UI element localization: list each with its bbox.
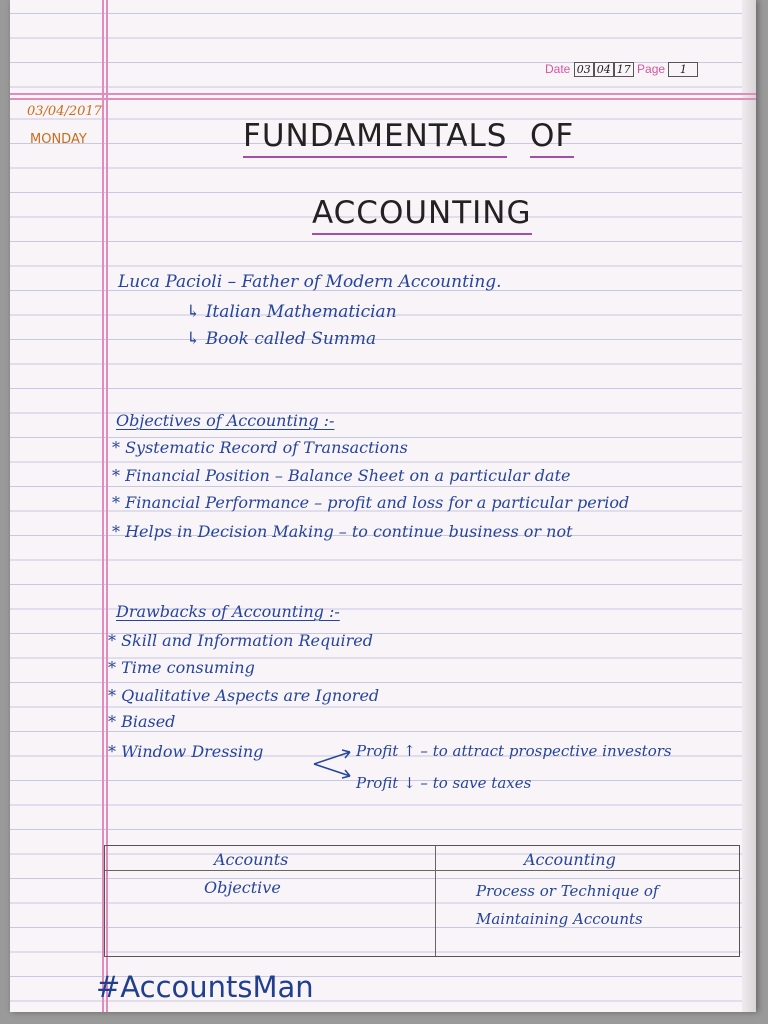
objective-item: * Helps in Decision Making – to continue business or not: [112, 522, 573, 541]
title-accounting: ACCOUNTING: [312, 195, 532, 235]
table-header-rule: [105, 870, 739, 871]
pacioli-sub-summa: ↳ Book called Summa: [186, 329, 377, 349]
table-col2-header: Accounting: [524, 850, 616, 869]
pacioli-sub-italian: ↳ Italian Mathematician: [186, 302, 397, 322]
margin-date: 03/04/2017: [27, 104, 102, 119]
window-profit-down: Profit ↓ – to save taxes: [356, 774, 532, 792]
date-page-header: [545, 62, 698, 77]
title-line1: [243, 118, 507, 154]
title-fundamentals: FUNDAMENTALS: [243, 118, 507, 158]
double-arrow-icon: [310, 746, 356, 780]
table-divider: [435, 846, 436, 956]
margin-day: MONDAY: [30, 132, 87, 147]
drawback-item: * Skill and Information Required: [108, 631, 373, 650]
comparison-table: [104, 845, 740, 957]
objective-item: * Financial Performance – profit and loss for a particular period: [112, 493, 630, 512]
header-rule: [10, 93, 756, 95]
drawbacks-heading: Drawbacks of Accounting :-: [116, 602, 340, 621]
table-col2-value-line2: Maintaining Accounts: [476, 910, 643, 928]
header-rule-inner: [10, 98, 756, 100]
drawback-item: * Window Dressing: [108, 742, 264, 761]
table-col1-value: Objective: [204, 878, 281, 897]
page-edge: [742, 0, 756, 1012]
date-month: 04: [594, 62, 614, 77]
objectives-heading: Objectives of Accounting :-: [116, 411, 335, 430]
footer-hashtag: #AccountsMan: [96, 970, 314, 1004]
drawback-item: * Biased: [108, 712, 176, 731]
objective-item: * Systematic Record of Transactions: [112, 438, 408, 457]
date-label: Date: [545, 62, 571, 76]
pacioli-line: Luca Pacioli – Father of Modern Accounting.: [118, 272, 502, 292]
date-day: 03: [574, 62, 594, 77]
drawback-item: * Qualitative Aspects are Ignored: [108, 686, 380, 705]
page-number: 1: [668, 62, 698, 77]
table-col2-value-line1: Process or Technique of: [476, 882, 659, 900]
date-year: 17: [614, 62, 634, 77]
window-profit-up: Profit ↑ – to attract prospective investors: [356, 742, 672, 760]
table-col1-header: Accounts: [214, 850, 289, 869]
drawback-item: * Time consuming: [108, 658, 255, 677]
objective-item: * Financial Position – Balance Sheet on a particular date: [112, 466, 571, 485]
page-label: Page: [637, 62, 666, 76]
title-of-text: OF: [530, 118, 574, 158]
title-line2: [312, 195, 532, 231]
title-of: [530, 118, 574, 154]
